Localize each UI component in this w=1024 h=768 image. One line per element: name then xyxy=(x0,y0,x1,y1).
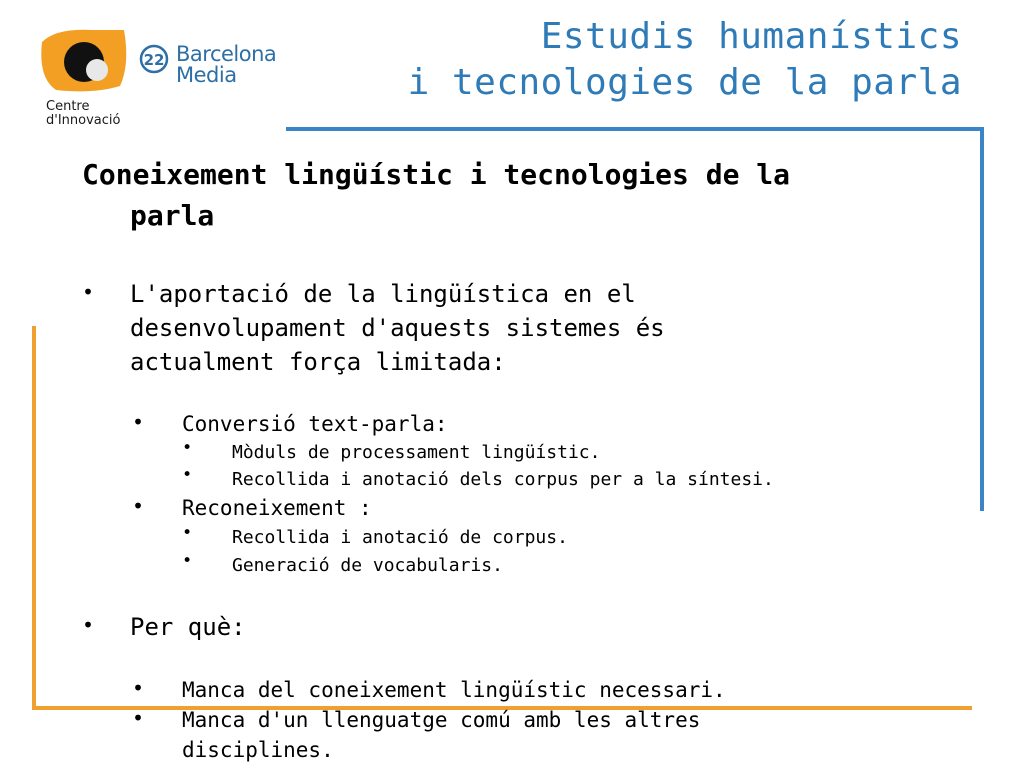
bullet-recognition-sub2: Generació de vocabularis. xyxy=(232,555,503,576)
bullet-icon: • xyxy=(182,438,193,458)
bullet-icon: • xyxy=(132,676,145,700)
brand-name xyxy=(176,44,276,86)
logo-caption-line1: Centre xyxy=(46,99,90,114)
bullet-icon: • xyxy=(132,410,145,434)
bullet-contribution-line3: actualment força limitada: xyxy=(130,348,506,376)
brand-line2: Media xyxy=(176,63,237,87)
bullet-icon: • xyxy=(82,613,95,637)
slide-title-line2: i tecnologies de la parla xyxy=(407,62,962,103)
bullet-icon: • xyxy=(182,523,193,543)
bullet-why: Per què: xyxy=(130,613,246,641)
slide-title-line1: Estudis humanístics xyxy=(540,16,962,57)
bullet-icon: • xyxy=(182,551,193,571)
bullet-icon: • xyxy=(132,494,145,518)
logo xyxy=(0,0,300,130)
brand-line1: Barcelona xyxy=(176,42,277,66)
barcelona-media-badge-icon xyxy=(139,44,173,74)
bullet-why-reason1: Manca del coneixement lingüístic necessari. xyxy=(182,678,726,702)
section-heading-line1: Coneixement lingüístic i tecnologies de la xyxy=(82,158,791,191)
bullet-contribution-line1: L'aportació de la lingüística en el xyxy=(130,280,636,308)
section-heading-line2: parla xyxy=(130,199,215,232)
bullet-icon: • xyxy=(82,280,95,304)
section-heading xyxy=(82,154,962,236)
bullet-conversion-sub1: Mòduls de processament lingüístic. xyxy=(232,442,601,463)
slide-title xyxy=(408,14,962,106)
bullet-conversion-sub2: Recollida i anotació dels corpus per a la síntesi. xyxy=(232,469,774,490)
bullet-why-reason2-line1: Manca d'un llenguatge comú amb les altres xyxy=(182,708,701,732)
frame-top-line xyxy=(286,127,984,131)
bullet-icon: • xyxy=(182,465,193,485)
bullet-recognition-sub1: Recollida i anotació de corpus. xyxy=(232,527,568,548)
bullet-contribution-line2: desenvolupament d'aquests sistemes és xyxy=(130,314,665,342)
bullet-conversion: Conversió text-parla: xyxy=(182,412,448,436)
bullet-icon: • xyxy=(132,706,145,730)
frame-left-line xyxy=(32,326,36,709)
logo-caption-line2: d'Innovació xyxy=(46,113,121,128)
centre-innovacio-logo-icon xyxy=(34,24,134,96)
bullet-why-reason2-line2: disciplines. xyxy=(182,738,334,762)
logo-caption xyxy=(46,100,120,128)
badge-text: 22 xyxy=(143,51,165,69)
bullet-recognition: Reconeixement : xyxy=(182,496,372,520)
frame-right-line xyxy=(980,127,984,511)
